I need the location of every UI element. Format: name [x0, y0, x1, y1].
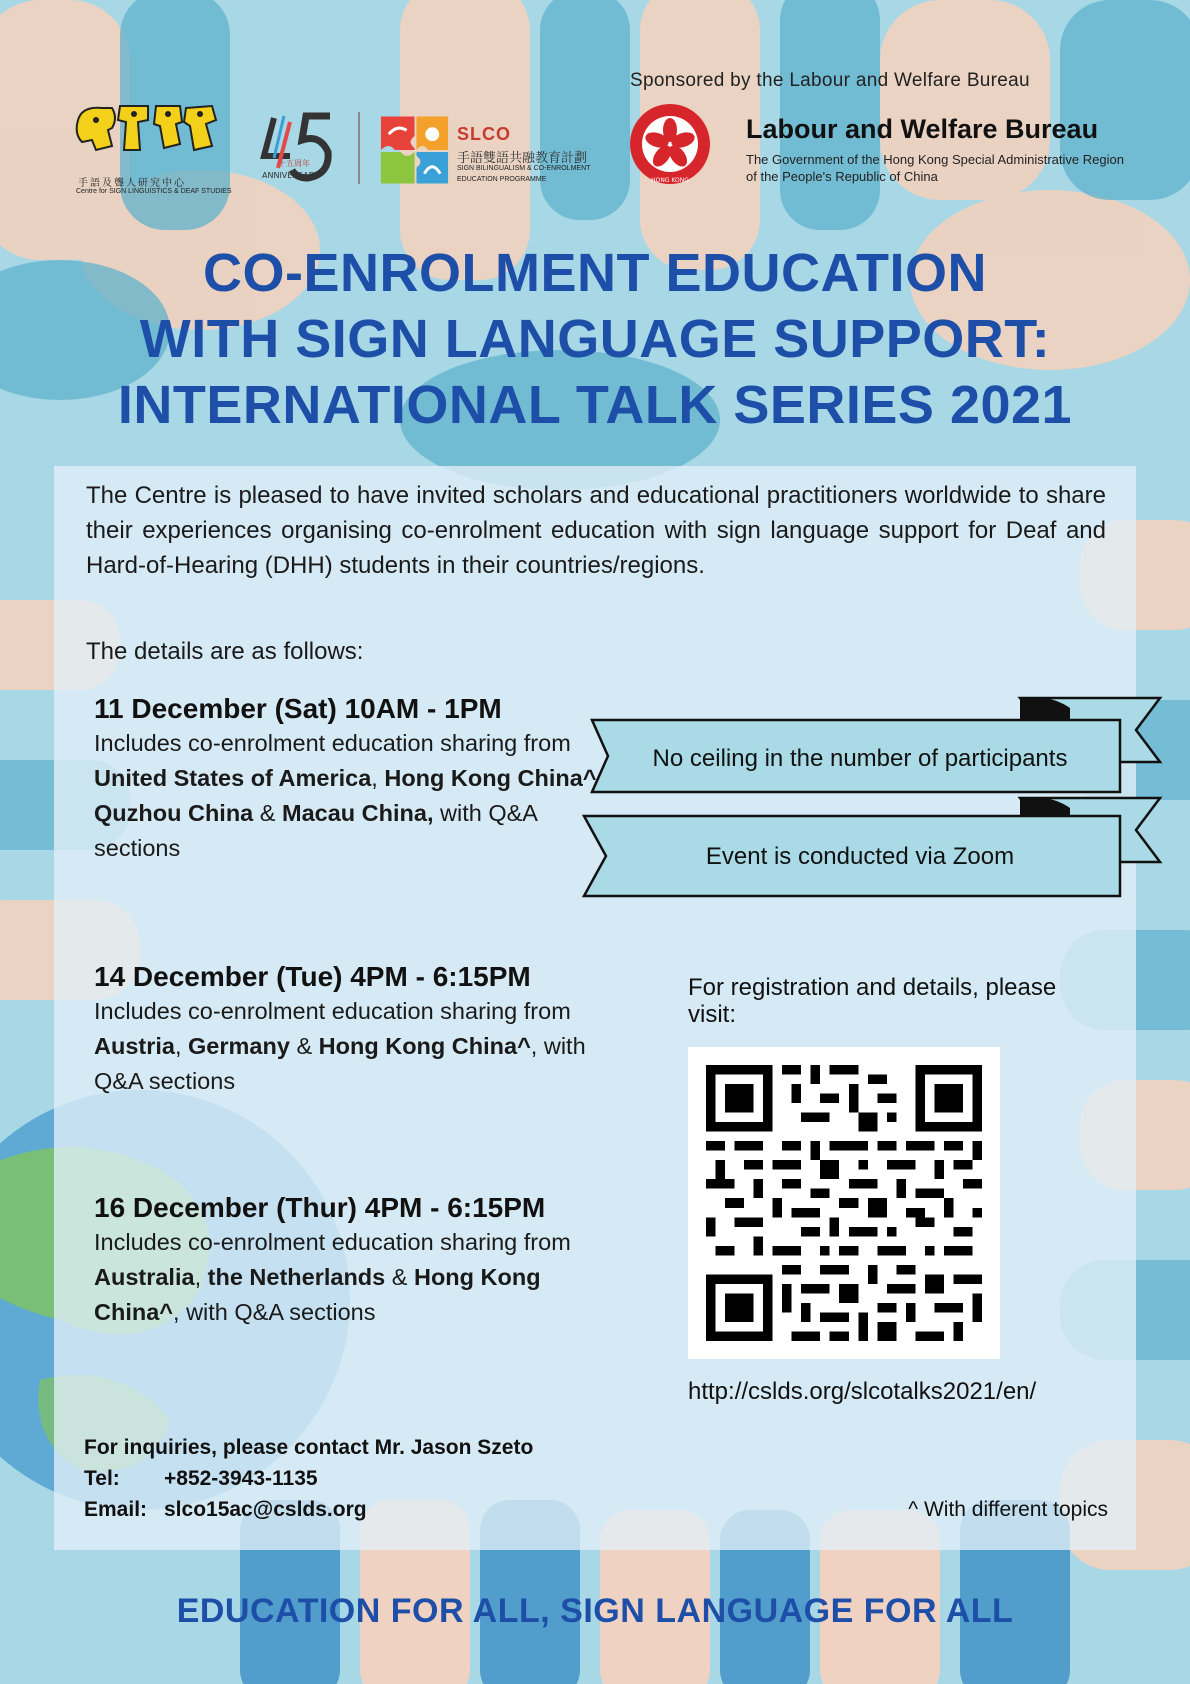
slco-name-en-line1: SIGN BILINGUALISM & CO-ENROLMENT: [457, 165, 591, 172]
session-description: Includes co-enrolment education sharing from United States of America, Hong Kong China^Quzhou China & Macau China, with Q&A sections: [94, 730, 597, 861]
session-heading: 14 December (Tue) 4PM - 6:15PM: [94, 961, 531, 992]
session-heading: 16 December (Thur) 4PM - 6:15PM: [94, 1192, 546, 1223]
session-heading: 11 December (Sat) 10AM - 1PM: [94, 693, 502, 724]
ribbon-zoom: Event is conducted via Zoom: [705, 843, 1015, 870]
main-title-line3: INTERNATIONAL TALK SERIES 2021: [117, 375, 1073, 435]
svg-text:十五周年: 十五周年: [278, 159, 310, 168]
header-divider: [358, 112, 360, 184]
main-title-line1: CO-ENROLMENT EDUCATION: [203, 243, 987, 303]
contact-email-row: [84, 1494, 533, 1525]
registration-url-link[interactable]: http://cslds.org/slcotalks2021/en/: [688, 1378, 1037, 1405]
svg-text:ANNIVERSARY: ANNIVERSARY: [262, 171, 319, 180]
email-label: Email:: [84, 1498, 148, 1521]
cslds-name-zh: 手語及聾人研究中心: [78, 178, 186, 189]
slogan: EDUCATION FOR ALL, SIGN LANGUAGE FOR ALL: [176, 1592, 1014, 1630]
contact-block: [84, 1432, 533, 1525]
sponsor-line: Sponsored by the Labour and Welfare Bureau: [630, 70, 1030, 91]
session-11-december: [94, 692, 614, 866]
slco-title: SLCO: [457, 124, 512, 144]
session-description: Includes co-enrolment education sharing from Austria, Germany & Hong Kong China^, with Q&A sections: [94, 998, 586, 1094]
svg-text:HONG KONG: HONG KONG: [651, 177, 689, 184]
registration-qr-code[interactable]: [688, 1047, 1000, 1359]
lwb-title: Labour and Welfare Bureau: [746, 114, 1099, 144]
footnote: ^ With different topics: [908, 1498, 1108, 1521]
ribbon-participants: No ceiling in the number of participants: [652, 745, 1068, 772]
session-description: Includes co-enrolment education sharing from Australia, the Netherlands & Hong Kong China^, with Q&A sections: [94, 1229, 571, 1325]
contact-heading: For inquiries, please contact Mr. Jason Szeto: [84, 1436, 534, 1459]
slco-name-zh: 手語雙語共融教育計劃: [457, 150, 588, 165]
intro-paragraph: The Centre is pleased to have invited scholars and educational practitioners worldwide to share their experiences organising co-enrolment education with sign language support for Deaf and Hard-of-Hearing (DHH) students in their countries/regions.: [86, 482, 1106, 579]
lwb-subtitle-line1: The Government of the Hong Kong Special Administrative Region: [746, 152, 1124, 167]
anniversary-15-logo: [254, 108, 344, 188]
cslds-name-en: Centre for SIGN LINGUISTICS & DEAF STUDIES: [76, 188, 232, 195]
registration-label: For registration and details, please visit:: [688, 974, 1057, 1028]
slco-name-en-line2: EDUCATION PROGRAMME: [457, 176, 547, 183]
cslds-logo: [72, 100, 232, 172]
email-value[interactable]: slco15ac@cslds.org: [164, 1498, 367, 1521]
qr-code-icon: [706, 1065, 982, 1341]
session-14-december: [94, 960, 614, 1099]
details-lead: The details are as follows:: [86, 638, 364, 665]
contact-tel-row: [84, 1463, 533, 1494]
slco-logo: [377, 112, 452, 188]
session-16-december: [94, 1191, 614, 1330]
hksar-emblem-icon: [628, 100, 712, 190]
lwb-subtitle-line2: of the People's Republic of China: [746, 169, 938, 184]
tel-value: +852-3943-1135: [164, 1467, 318, 1490]
main-title-line2: WITH SIGN LANGUAGE SUPPORT:: [139, 309, 1051, 369]
tel-label: Tel:: [84, 1467, 120, 1490]
